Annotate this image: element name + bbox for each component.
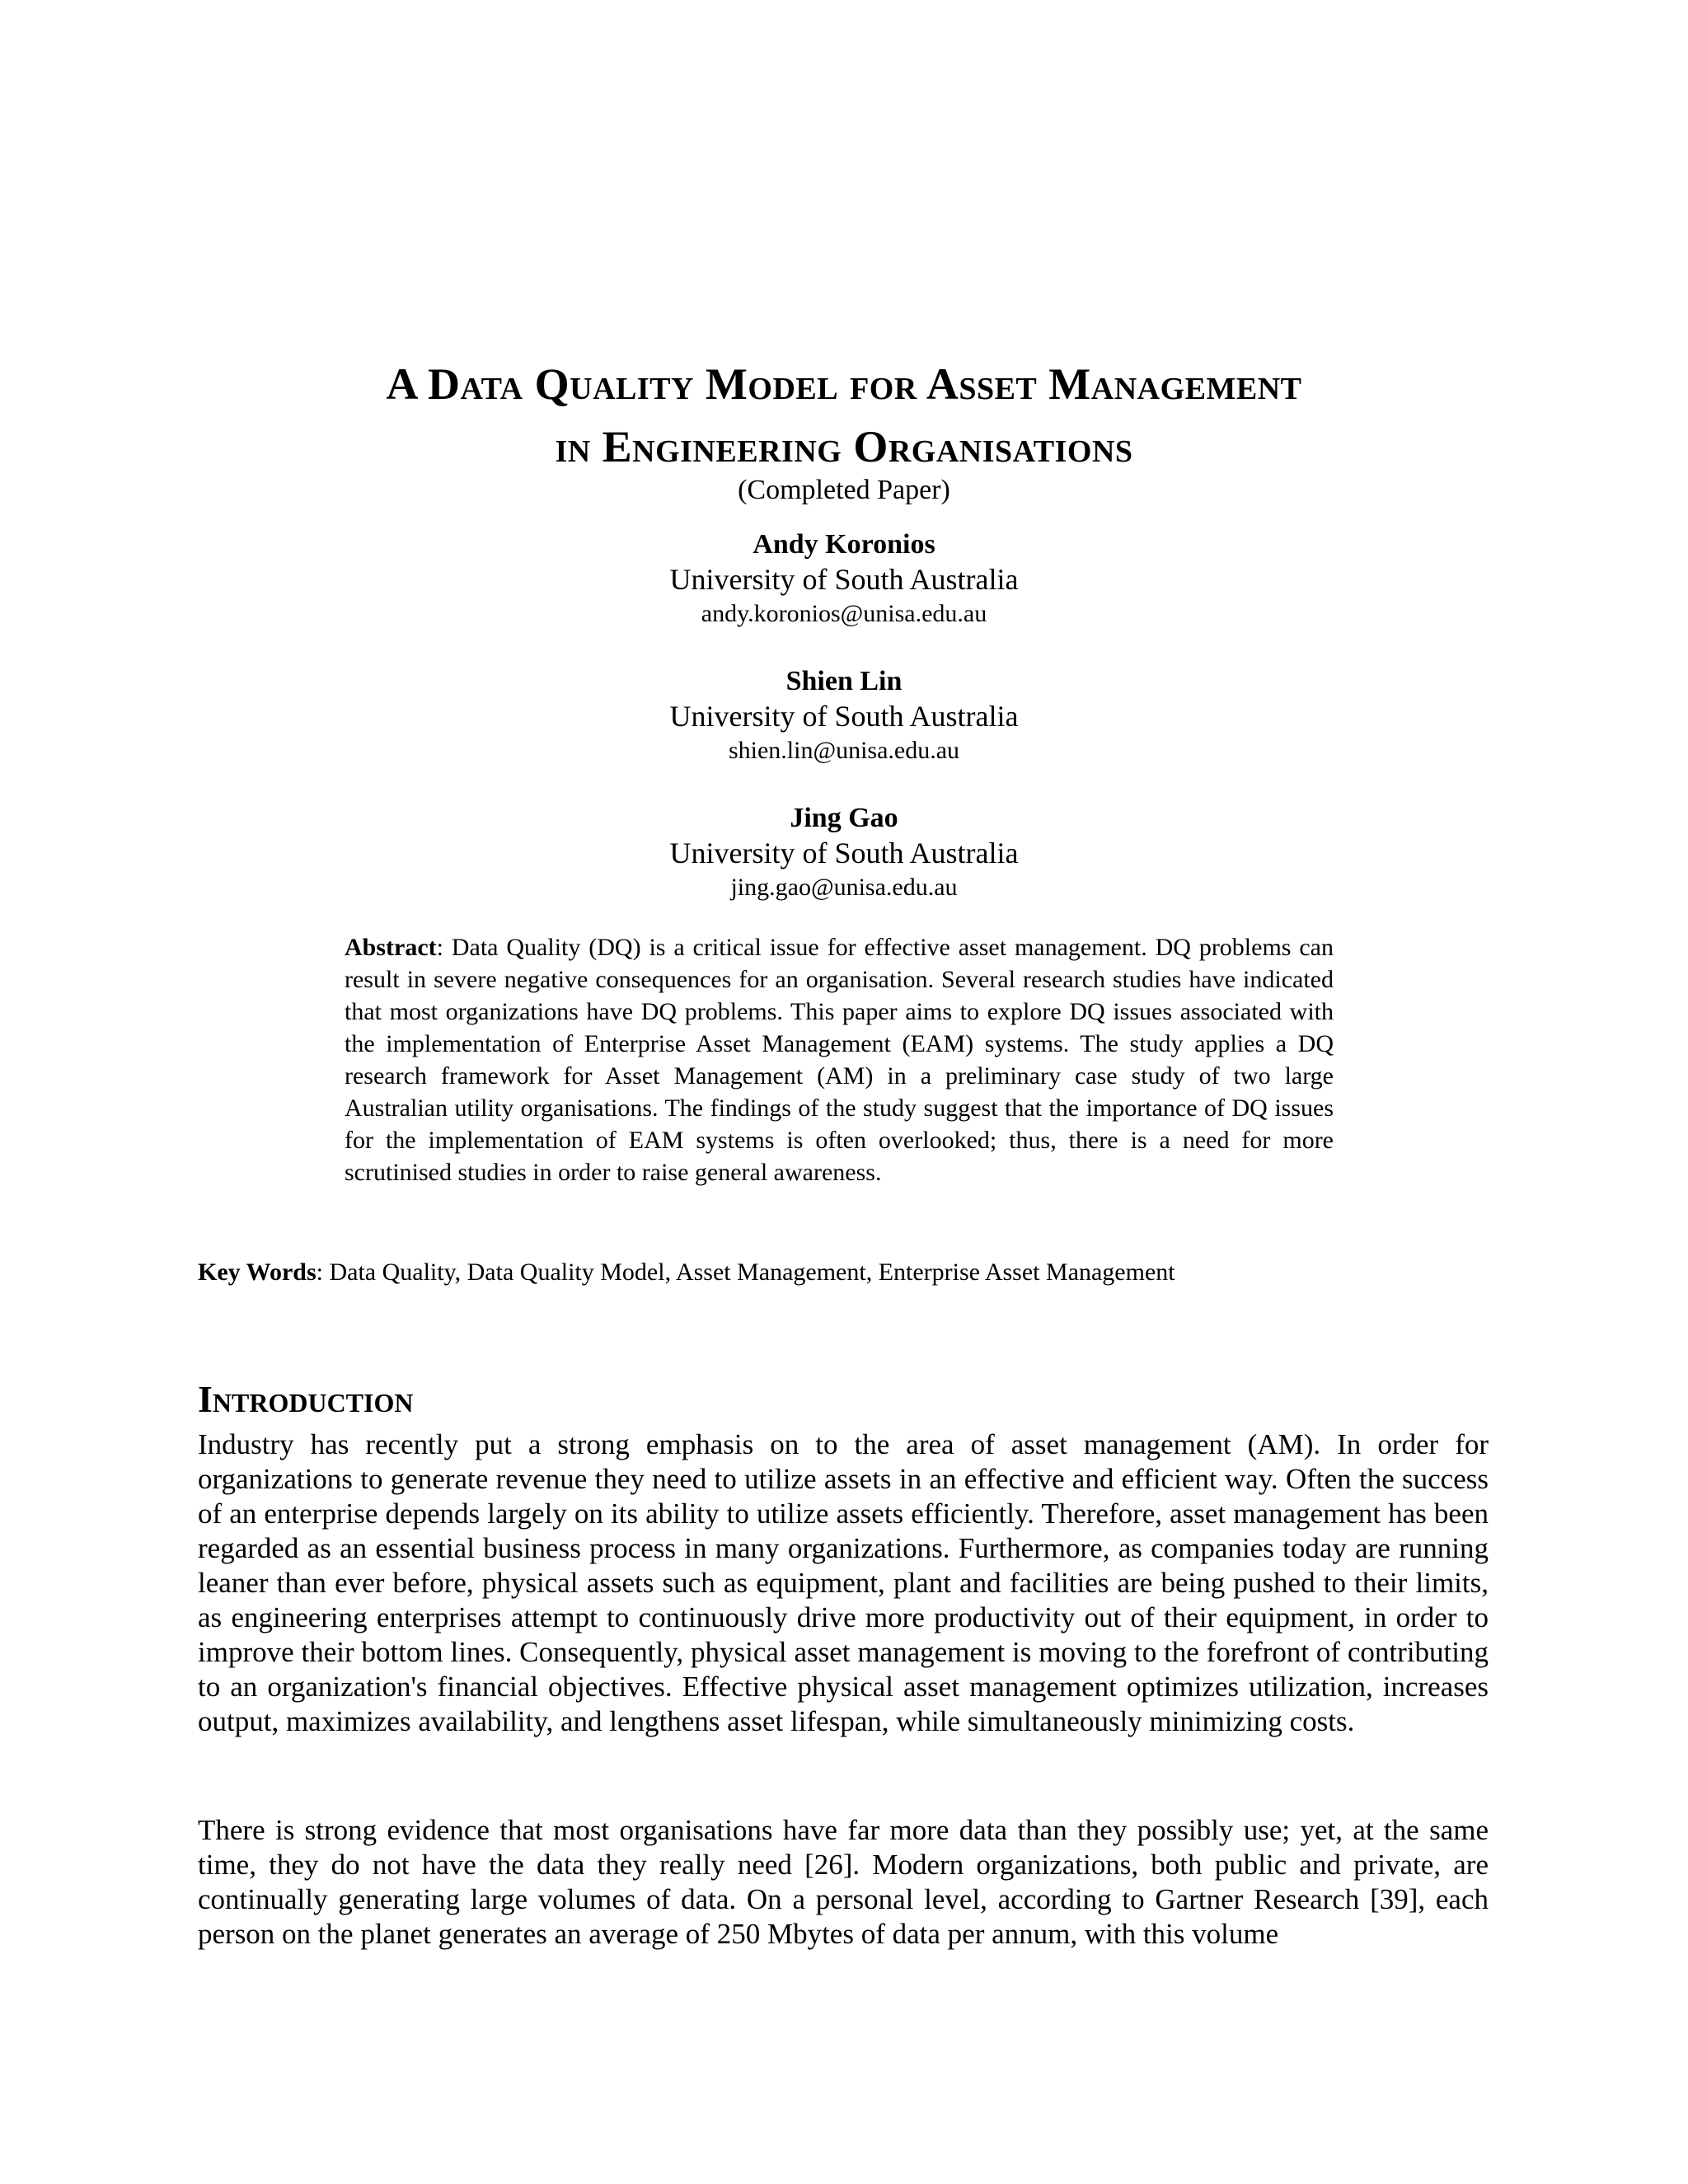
abstract-text: : Data Quality (DQ) is a critical issue for effective asset management. DQ problems can result in severe negative consequences for an organisation. Several research studies have indicated that most organizations have DQ problems. This paper aims to explore DQ issues associated with the implementation of Enterprise Asset Management (EAM) systems. The study applies a DQ research framework for Asset Management (AM) in a preliminary case study of two large Australian utility organisations. The findings of the study suggest that the importance of DQ issues for the implementation of EAM systems is often overlooked; thus, there is a need for more scrutinised studies in order to raise general awareness. bbox=[345, 934, 1334, 1186]
body-paragraph: Industry has recently put a strong emphasis on to the area of asset management (AM). In order for organizations to generate revenue they need to utilize assets in an effective and efficient way. Often the success of an enterprise depends largely on its ability to utilize assets efficiently. Therefore, asset management has been regarded as an essential business process in many organizations. Furthermore, as companies today are running leaner than ever before, physical assets such as equipment, plant and facilities are being pushed to their limits, as engineering enterprises attempt to continuously drive more productivity out of their equipment, in order to improve their bottom lines. Consequently, physical asset management is moving to the forefront of contributing to an organization's financial objectives. Effective physical asset management optimizes utilization, increases output, maximizes availability, and lengthens asset lifespan, while simultaneously minimizing costs. bbox=[198, 1428, 1489, 1737]
paper-subtitle: (Completed Paper) bbox=[738, 475, 950, 505]
author-email: andy.koronios@unisa.edu.au bbox=[701, 600, 987, 627]
keywords bbox=[198, 1256, 1490, 1289]
paper-title-line-1: A Data Quality Model for Asset Management bbox=[386, 359, 1302, 409]
abstract bbox=[345, 931, 1334, 1188]
author-affiliation: University of South Australia bbox=[669, 837, 1019, 869]
abstract-label: Abstract bbox=[345, 934, 437, 961]
author-list bbox=[198, 527, 1490, 938]
author-block bbox=[198, 801, 1490, 905]
author-name: Shien Lin bbox=[785, 666, 903, 696]
title-block bbox=[198, 353, 1490, 508]
keywords-label: Key Words bbox=[198, 1258, 316, 1286]
body-paragraph: There is strong evidence that most organisations have far more data than they possibly use; yet, at the same time, they do not have the data they really need [26]. Modern organizations, both public and private, are continually generating large volumes of data. On a personal level, according to Gartner Research [39], each person on the planet generates an average of 250 Mbytes of data per annum, with this volume bbox=[198, 1814, 1489, 1950]
author-affiliation: University of South Australia bbox=[669, 700, 1019, 733]
author-block bbox=[198, 664, 1490, 768]
paper-title-line-2: in Engineering Organisations bbox=[555, 422, 1133, 471]
author-block bbox=[198, 527, 1490, 631]
author-email: shien.lin@unisa.edu.au bbox=[728, 737, 960, 764]
author-email: jing.gao@unisa.edu.au bbox=[730, 874, 958, 901]
author-affiliation: University of South Australia bbox=[669, 563, 1019, 596]
section-heading-introduction: Introduction bbox=[198, 1378, 414, 1420]
keywords-text: : Data Quality, Data Quality Model, Asset Management, Enterprise Asset Management bbox=[316, 1258, 1175, 1286]
author-name: Jing Gao bbox=[790, 803, 898, 833]
author-name: Andy Koronios bbox=[753, 529, 935, 560]
